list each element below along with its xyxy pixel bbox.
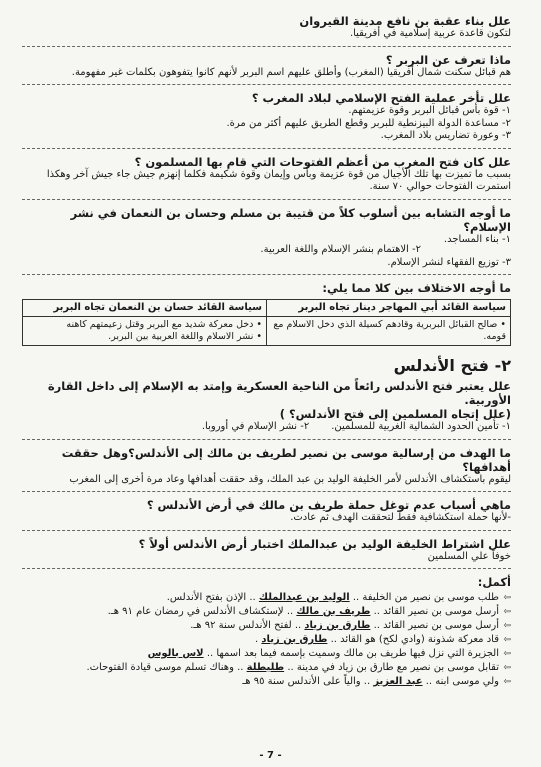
similarity-question: ما أوجه التشابه بين أسلوب كلاً من قتيبة بن مسلم وحسان بن النعمان في نشر الإسلام؟ — [70, 205, 511, 234]
fill-answer: طريف بن مالك — [296, 606, 371, 617]
answer-3-2: ٢- مساعدة الدولة البيزنطية للبربر وقطع الطريق عليهم أكثر من مرة. — [226, 117, 511, 129]
section-title: ٢- فتح الأندلس — [393, 356, 511, 375]
andalus-question-1b: (علل إتجاه المسلمين إلى فتح الأندلس؟ ) — [279, 407, 511, 421]
comparison-table — [22, 299, 511, 346]
similarity-block — [22, 206, 511, 270]
andalus-answer-2: ٢- نشر الإسلام في أوروبا. — [201, 421, 310, 432]
table-cell-item: • صالح القبائل البربرية وقادهم كسيلة الذي دخل الاسلام مع قومه. — [273, 319, 506, 342]
fill-prefix: أرسل موسى بن نصير القائد .. — [373, 606, 499, 617]
arrow-icon: ⇦ — [503, 677, 511, 687]
andalus-qa-4 — [22, 537, 511, 564]
separator — [22, 274, 511, 275]
list-item — [22, 591, 511, 605]
fill-suffix: . — [255, 634, 259, 645]
fill-suffix: .. والياً على الأندلس سنة ٩٥ هـ — [242, 676, 371, 687]
arrow-icon: ⇦ — [503, 607, 511, 617]
difference-block — [22, 281, 511, 346]
arrow-icon: ⇦ — [503, 635, 511, 645]
fill-block — [22, 575, 511, 689]
qa-block-3 — [22, 91, 511, 143]
fill-suffix: .. لفتح الأندلس سنة ٩٢ هـ. — [190, 620, 302, 631]
separator — [22, 568, 511, 569]
arrow-icon: ⇦ — [503, 649, 511, 659]
fill-answer: لاس بالوس — [147, 648, 204, 659]
table-cell-left — [23, 317, 267, 346]
table-header-right: سياسة القائد أبي المهاجر دينار تجاه البربر — [267, 300, 511, 317]
answer-2: هم قبائل سكنت شمال أفريقيا (المغرب) وأطلق عليهم اسم البربر لأنهم كانوا يتفوهون بكلمات غير مفهومة. — [71, 66, 511, 78]
list-item — [22, 661, 511, 675]
fill-prefix: قاد معركة شذونة (وادي لكح) هو القائد .. — [330, 634, 499, 645]
question-4: علل كان فتح المغرب من أعظم الفتوحات التي قام بها المسلمون ؟ — [134, 154, 511, 169]
andalus-question-4: علل اشتراط الخليفة الوليد بن عبدالملك اختبار أرض الأندلس أولاً ؟ — [138, 536, 511, 551]
fill-suffix: .. وهناك تسلم موسى قيادة الفتوحات. — [86, 662, 244, 673]
fill-prefix: الجزيرة التي نزل فيها طريف بن مالك وسميت بإسمه فيما بعد اسمها .. — [206, 648, 499, 659]
qa-block-2 — [22, 53, 511, 80]
fill-answer: طارق بن زياد — [261, 634, 328, 645]
table-cell-right — [267, 317, 511, 346]
fill-answer: طارق بن زياد — [304, 620, 371, 631]
separator — [22, 530, 511, 531]
andalus-question-3: ماهي أسباب عدم توغل حملة طريف بن مالك في أرض الأندلس ؟ — [146, 498, 511, 512]
qa-block-1 — [22, 14, 511, 41]
andalus-qa-2 — [22, 446, 511, 487]
arrow-icon: ⇦ — [503, 663, 511, 673]
fill-answer: عبد العزيز — [373, 676, 423, 687]
answer-4: بسبب ما تميزت بها تلك الأجيال من قوة عزيمة وبأس وإيمان وقوة شكيمة فكلما إنهزم جيش جاء جيش آخر وهكذا استمرت الفتوحات حوالي ٧٠ سنة. — [46, 168, 511, 192]
fill-prefix: أرسل موسى بن نصير القائد .. — [373, 620, 499, 631]
andalus-qa-1 — [22, 379, 511, 434]
qa-block-4 — [22, 155, 511, 194]
table-header-left: سياسة القائد حسان بن النعمان تجاه البربر — [23, 300, 267, 317]
list-item — [22, 675, 511, 689]
similarity-answer-3: ٣- توزيع الفقهاء لنشر الإسلام. — [387, 256, 511, 268]
fill-list — [22, 591, 511, 689]
separator — [22, 199, 511, 200]
fill-prefix: طلب موسى بن نصير من الخليفة .. — [352, 592, 499, 603]
separator — [22, 439, 511, 440]
fill-prefix: ولي موسى ابنه .. — [425, 676, 499, 687]
answer-3-1: ١- قوة بأس قبائل البربر وقوة عزيمتهم. — [348, 105, 511, 116]
fill-title: أكمل: — [477, 575, 511, 589]
question-3: علل تأخر عملية الفتح الإسلامي لبلاد المغرب ؟ — [251, 91, 511, 105]
answer-1: لتكون قاعدة عربية إسلامية في أفريقيا. — [349, 28, 511, 39]
fill-answer: طليطلة — [246, 662, 285, 673]
similarity-answer-1: ١- بناء المساجد. — [443, 233, 511, 245]
fill-suffix: .. الإذن بفتح الأندلس. — [166, 592, 256, 603]
list-item — [22, 619, 511, 633]
fill-prefix: تقابل موسى بن نصير مع طارق بن زياد في مدينة .. — [287, 662, 499, 673]
separator — [22, 491, 511, 492]
separator — [22, 46, 511, 47]
andalus-answer-4: -لأنها حملة استكشافية فقط لتحققت الهدف ثم عادت. — [290, 512, 511, 523]
table-cell-item: • دخل معركة شديد مع البربر وقتل زعيمتهم كاهنه — [66, 319, 262, 330]
andalus-question-1: علل يعتبر فتح الأندلس رائعاً من الناحية العسكرية وإمتد به الإسلام إلى داخل القارة الأوربية. — [47, 379, 511, 407]
separator — [22, 84, 511, 85]
fill-answer: الوليد بن عبدالملك — [258, 592, 350, 603]
list-item — [22, 647, 511, 661]
list-item — [22, 605, 511, 619]
andalus-answers-row — [22, 421, 511, 434]
difference-question: ما أوجه الاختلاف بين كلا مما يلي: — [322, 281, 511, 295]
andalus-question-2: ما الهدف من إرسالية موسى بن نصير لطريف بن مالك إلى الأندلس؟وهل حققت أهدافها؟ — [61, 445, 511, 474]
andalus-answer-1: ١- تأمين الحدود الشمالية الغربية للمسلمين. — [331, 421, 511, 432]
list-item — [22, 633, 511, 647]
question-2: ماذا تعرف عن البربر ؟ — [385, 52, 511, 67]
question-1: علل بناء عقبة بن نافع مدينة القيروان — [299, 14, 511, 28]
andalus-answer-5: خوفاً علي المسلمين — [427, 550, 511, 562]
arrow-icon: ⇦ — [503, 593, 511, 603]
similarity-answer-2: ٢- الاهتمام بنشر الإسلام واللغة العربية. — [260, 244, 421, 255]
arrow-icon: ⇦ — [503, 621, 511, 631]
andalus-qa-3 — [22, 498, 511, 525]
fill-suffix: .. لإستكشاف الأندلس في رمضان عام ٩١ هـ. — [107, 606, 294, 617]
separator — [22, 148, 511, 149]
andalus-answer-3: ليقوم باستكشاف الأندلس لأمر الخليفة الوليد بن عبد الملك، وقد حققت أهدافها وعاد مرة أخرى إلى المغرب — [69, 473, 511, 485]
page-number: - 7 - — [259, 750, 282, 761]
table-cell-item: • نشر الاسلام واللغة العربية بين البربر. — [108, 331, 262, 342]
answer-3-3: ٣- وعورة تضاريس بلاد المغرب. — [380, 130, 511, 141]
